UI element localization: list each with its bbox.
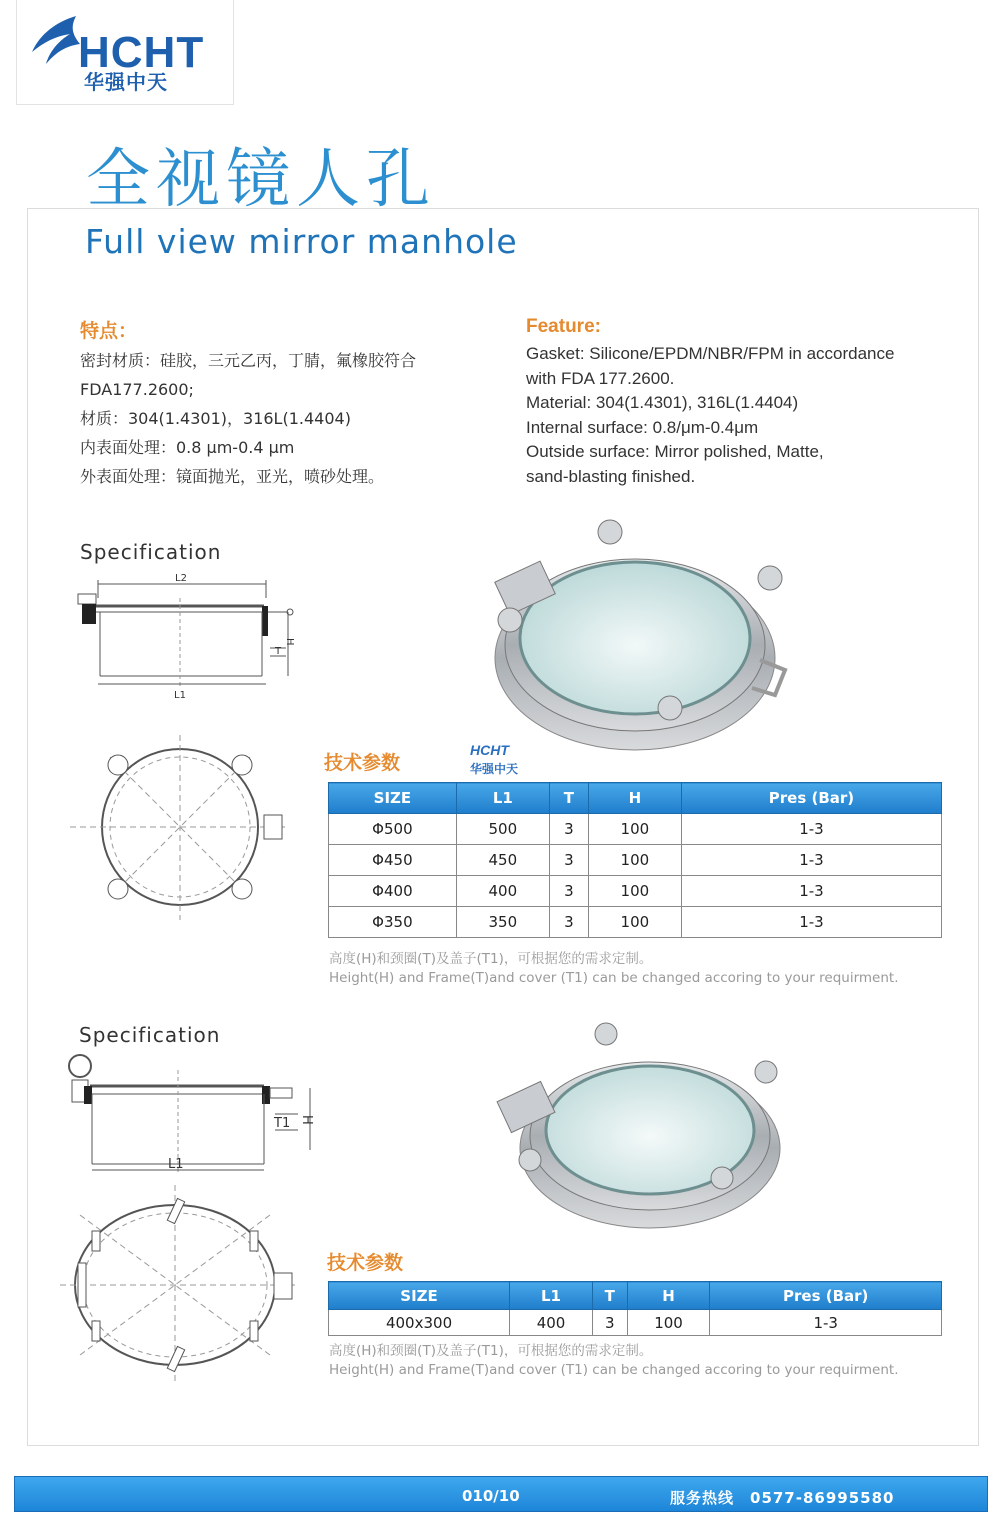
feature-cn-line: 内表面处理：0.8 μm-0.4 μm — [80, 438, 295, 457]
note-cn: 高度(H)和颈圈(T)及盖子(T1)，可根据您的需求定制。 — [329, 951, 653, 967]
feature-cn-line: 材质：304(1.4301)，316L(1.4404) — [80, 409, 351, 428]
cell-l1: 450 — [456, 845, 549, 876]
spec2-side-drawing — [60, 1050, 330, 1180]
manhole-photo-1 — [470, 510, 800, 770]
logo-swoosh-icon — [26, 12, 86, 82]
cell-h: 100 — [588, 845, 681, 876]
table-row — [329, 1310, 942, 1336]
page-title-cn: 全视镜人孔 — [86, 143, 436, 217]
cell-l1: 400 — [510, 1310, 593, 1336]
label-h: H — [284, 638, 295, 646]
spec2-table — [328, 1281, 942, 1336]
spec1-top-drawing — [70, 735, 300, 920]
cell-h: 100 — [627, 1310, 710, 1336]
table-header: T — [549, 783, 588, 814]
table-header: L1 — [456, 783, 549, 814]
label-l1: L1 — [168, 1157, 184, 1172]
label-l1: L1 — [174, 690, 186, 701]
note-en: Height(H) and Frame(T)and cover (T1) can be changed accoring to your requirment. — [329, 1362, 899, 1378]
table-header: Pres (Bar) — [710, 1282, 942, 1310]
features-en-heading: Feature: — [526, 316, 601, 337]
cell-t: 3 — [549, 814, 588, 845]
cell-pres: 1-3 — [681, 876, 941, 907]
spec1-params-heading: 技术参数 — [324, 752, 401, 774]
cell-t: 3 — [549, 876, 588, 907]
feature-cn-line: 密封材质：硅胶，三元乙丙，丁腈，氟橡胶符合 — [80, 351, 417, 370]
spec2-note — [329, 1342, 899, 1380]
note-cn: 高度(H)和颈圈(T)及盖子(T1)，可根据您的需求定制。 — [329, 1343, 653, 1359]
cell-pres: 1-3 — [681, 907, 941, 938]
page-number: 010/10 — [462, 1487, 520, 1505]
spec1-side-drawing — [70, 568, 310, 708]
cell-l1: 350 — [456, 907, 549, 938]
label-t: T — [275, 646, 282, 657]
page-title-en: Full view mirror manhole — [85, 222, 518, 261]
feature-en-line: with FDA 177.2600. — [526, 368, 675, 388]
table-header: SIZE — [329, 1282, 510, 1310]
cell-t: 3 — [549, 845, 588, 876]
feature-en-line: Material: 304(1.4301), 316L(1.4404) — [526, 393, 799, 412]
watermark-logo: HCHT — [470, 742, 509, 758]
feature-cn-line: FDA177.2600; — [80, 380, 194, 399]
cell-pres: 1-3 — [681, 845, 941, 876]
spec1-note — [329, 950, 899, 988]
spec2-heading: Specification — [79, 1023, 221, 1047]
feature-en-line: Outside surface: Mirror polished, Matte, — [526, 442, 824, 461]
table-header: SIZE — [329, 783, 457, 814]
brand-logo: HCHT — [78, 28, 205, 77]
label-h: H — [299, 1115, 314, 1125]
features-cn-heading: 特点： — [80, 320, 138, 342]
feature-cn-line: 外表面处理：镜面抛光，亚光，喷砂处理。 — [80, 467, 385, 486]
table-row — [329, 907, 942, 938]
cell-pres: 1-3 — [681, 814, 941, 845]
cell-t: 3 — [592, 1310, 627, 1336]
table-row — [329, 876, 942, 907]
spec1-heading: Specification — [80, 540, 222, 564]
features-cn — [80, 346, 480, 491]
spec1-table — [328, 782, 942, 938]
label-l2: L2 — [175, 573, 187, 584]
cell-l1: 400 — [456, 876, 549, 907]
cell-pres: 1-3 — [710, 1310, 942, 1336]
table-header: Pres (Bar) — [681, 783, 941, 814]
watermark-logo-cn: 华强中天 — [470, 762, 519, 776]
table-header: H — [588, 783, 681, 814]
features-en — [526, 342, 946, 489]
manhole-photo-2 — [490, 1020, 800, 1240]
cell-t: 3 — [549, 907, 588, 938]
label-t1: T1 — [274, 1116, 291, 1131]
cell-size: Φ350 — [329, 907, 457, 938]
spec2-top-drawing — [60, 1185, 310, 1385]
note-en: Height(H) and Frame(T)and cover (T1) can be changed accoring to your requirment. — [329, 970, 899, 986]
cell-size: 400x300 — [329, 1310, 510, 1336]
cell-h: 100 — [588, 814, 681, 845]
spec2-params-heading: 技术参数 — [327, 1252, 404, 1274]
cell-size: Φ400 — [329, 876, 457, 907]
table-header: L1 — [510, 1282, 593, 1310]
table-row — [329, 814, 942, 845]
cell-size: Φ450 — [329, 845, 457, 876]
feature-en-line: Internal surface: 0.8/μm-0.4μm — [526, 417, 759, 437]
cell-size: Φ500 — [329, 814, 457, 845]
feature-en-line: Gasket: Silicone/EPDM/NBR/FPM in accordance — [526, 344, 895, 363]
table-header: H — [627, 1282, 710, 1310]
service-hotline: 服务热线 0577-86995580 — [670, 1489, 895, 1507]
cell-l1: 500 — [456, 814, 549, 845]
cell-h: 100 — [588, 907, 681, 938]
brand-logo-cn: 华强中天 — [84, 70, 168, 94]
feature-en-line: sand-blasting finished. — [526, 466, 696, 486]
cell-h: 100 — [588, 876, 681, 907]
table-header: T — [592, 1282, 627, 1310]
table-row — [329, 845, 942, 876]
